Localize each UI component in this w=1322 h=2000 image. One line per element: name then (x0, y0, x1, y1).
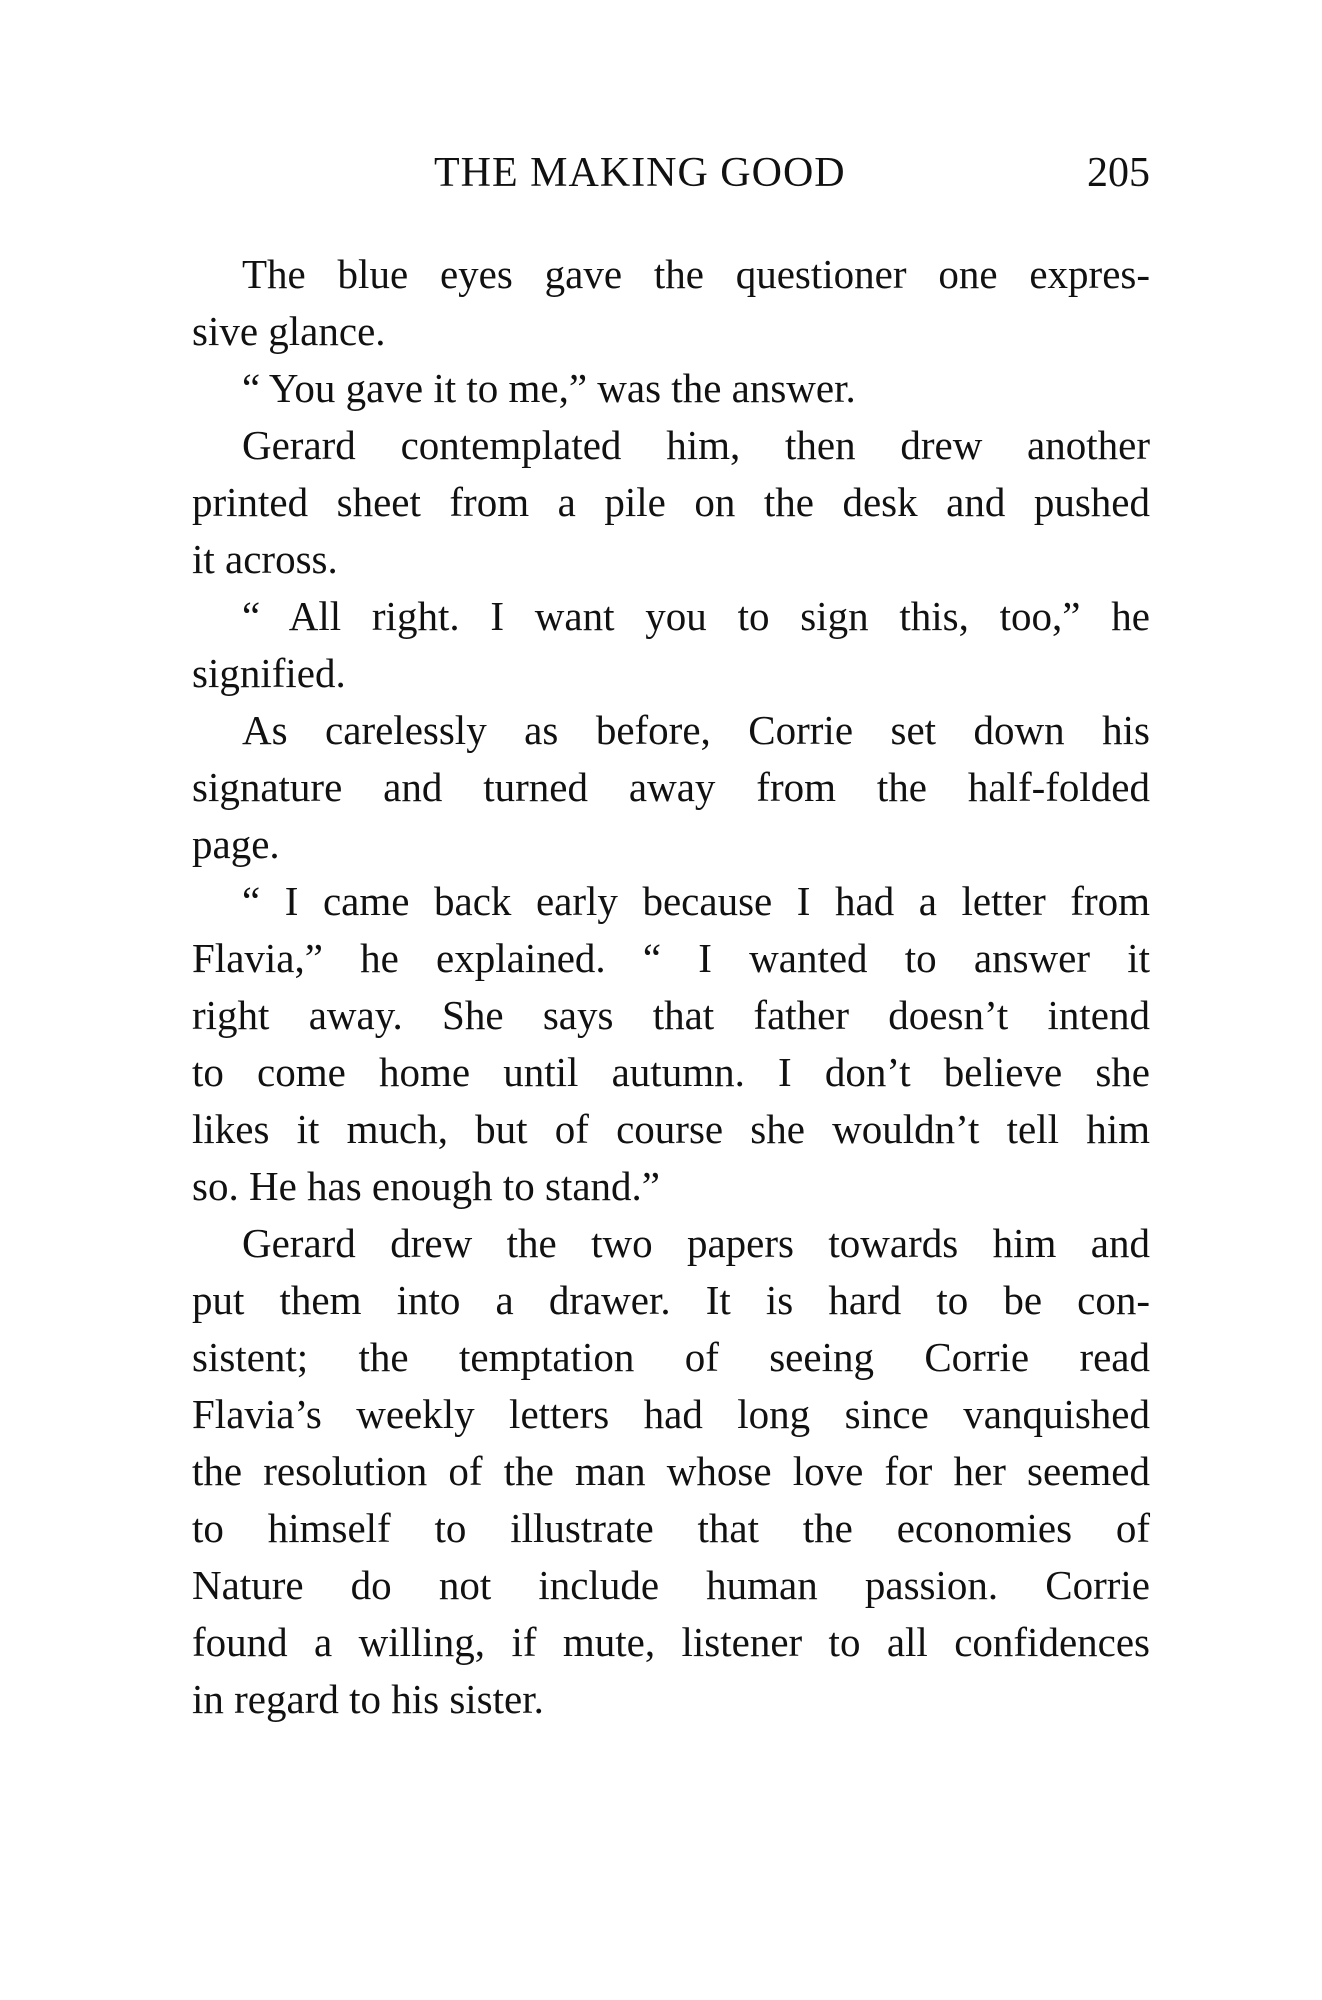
text-line: Flavia’s weekly letters had long since vanquished (192, 1391, 1150, 1437)
text-line: likes it much, but of course she wouldn’t tell him (192, 1106, 1150, 1152)
text-line: to come home until autumn. I don’t believe she (192, 1049, 1150, 1095)
text-line: printed sheet from a pile on the desk and pushed (192, 479, 1150, 525)
text-line: The blue eyes gave the questioner one expres- (242, 251, 1150, 297)
text-line: “ I came back early because I had a letter from (242, 878, 1150, 924)
text-line: “ You gave it to me,” was the answer. (242, 365, 856, 411)
text-line: in regard to his sister. (192, 1676, 544, 1722)
running-head-title: THE MAKING GOOD (434, 150, 846, 196)
text-line: As carelessly as before, Corrie set down his (242, 707, 1150, 753)
text-line: so. He has enough to stand.” (192, 1163, 660, 1209)
body-text (192, 246, 1150, 1728)
text-line: “ All right. I want you to sign this, too,” he (242, 593, 1150, 639)
text-line: right away. She says that father doesn’t intend (192, 992, 1150, 1038)
text-line: Gerard contemplated him, then drew another (242, 422, 1150, 468)
text-line: the resolution of the man whose love for her seemed (192, 1448, 1150, 1494)
text-line: Gerard drew the two papers towards him and (242, 1220, 1150, 1266)
text-line: page. (192, 821, 280, 867)
text-line: sistent; the temptation of seeing Corrie read (192, 1334, 1150, 1380)
text-line: Nature do not include human passion. Corrie (192, 1562, 1150, 1608)
page-number: 205 (1087, 150, 1150, 196)
text-line: put them into a drawer. It is hard to be con- (192, 1277, 1150, 1323)
text-line: it across. (192, 536, 338, 582)
text-line: sive glance. (192, 308, 386, 354)
text-line: signified. (192, 650, 346, 696)
running-head (192, 148, 1150, 198)
text-line: signature and turned away from the half-folded (192, 764, 1150, 810)
text-line: to himself to illustrate that the economies of (192, 1505, 1150, 1551)
text-line: Flavia,” he explained. “ I wanted to answer it (192, 935, 1150, 981)
text-line: found a willing, if mute, listener to all confidences (192, 1619, 1150, 1665)
